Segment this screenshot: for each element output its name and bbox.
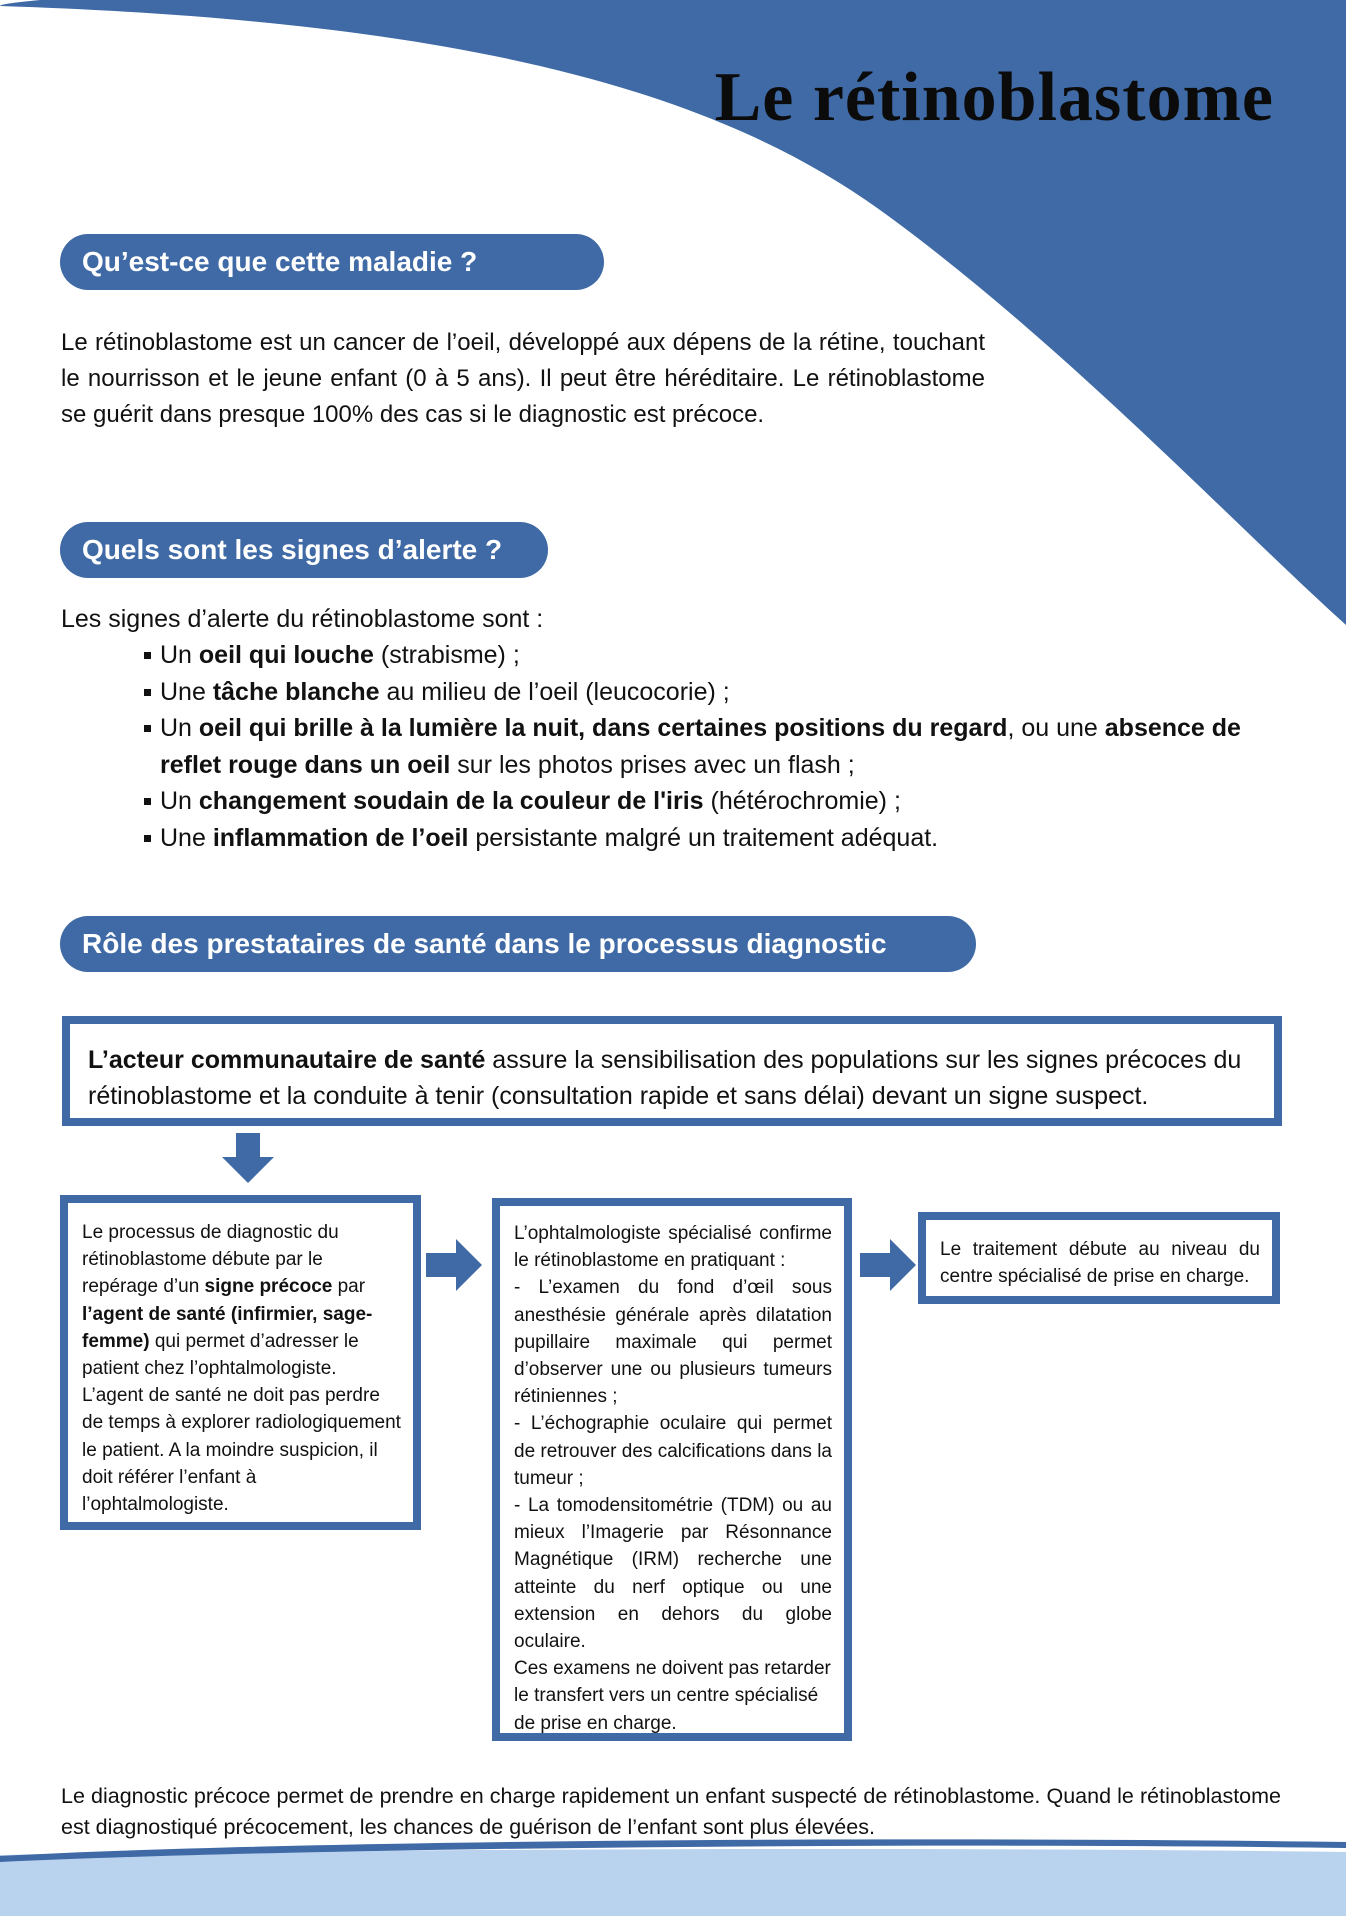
warning-signs-list — [140, 637, 1280, 856]
ophthalmologist-lead: L’ophtalmologiste spécialisé confirme le rétinoblastome en pratiquant : — [514, 1223, 832, 1272]
exam-item: - L’examen du fond d’œil sous anesthésie générale après dilatation pupillaire maximale qui permet d’observer une ou plusieurs tumeurs rétiniennes ; — [514, 1277, 832, 1408]
page-title: Le rétinoblastome — [714, 59, 1274, 136]
section-heading-warning-signs: Quels sont les signes d’alerte ? — [60, 522, 548, 578]
signs-intro: Les signes d’alerte du rétinoblastome sont : — [61, 605, 544, 633]
conclusion-paragraph: Le diagnostic précoce permet de prendre en charge rapidement un enfant suspecté de rétinoblastome. Quand le rétinoblastome est diagnostiqué précocement, les chances de guérison de l’enfant sont plus élevées. — [61, 1784, 1281, 1839]
ophthalmologist-box — [492, 1198, 852, 1741]
treatment-text: Le traitement débute au niveau du centre spécialisé de prise en charge. — [940, 1239, 1260, 1288]
diagnosis-start-box — [60, 1195, 421, 1530]
down-arrow-icon — [222, 1133, 274, 1183]
right-arrow-icon — [426, 1239, 482, 1291]
ophthalmologist-text — [514, 1220, 832, 1737]
community-actor-text: L’acteur communautaire de santé assure la sensibilisation des populations sur les signes précoces du rétinoblastome et la conduite à tenir (consultation rapide et sans délai) devant un signe suspect. — [88, 1046, 1242, 1110]
list-item: Un oeil qui brille à la lumière la nuit, dans certaines positions du regard, ou une absence de reflet rouge dans un oeil sur les photos prises avec un flash ; — [140, 710, 1280, 783]
section-heading-providers-role: Rôle des prestataires de santé dans le processus diagnostic — [60, 916, 976, 972]
exam-item: - La tomodensitométrie (TDM) ou au mieux l’Imagerie par Résonnance Magnétique (IRM) recherche une atteinte du nerf optique ou une extension en dehors du globe oculaire. — [514, 1495, 832, 1653]
bottom-light-band — [0, 1849, 1346, 1916]
intro-paragraph: Le rétinoblastome est un cancer de l’oeil, développé aux dépens de la rétine, touchant le nourrisson et le jeune enfant (0 à 5 ans). Il peut être héréditaire. Le rétinoblastome se guérit dans presque 100% des cas si le diagnostic est précoce. — [61, 329, 985, 428]
section-heading-what-is: Qu’est-ce que cette maladie ? — [60, 234, 604, 290]
community-actor-box — [62, 1016, 1282, 1126]
right-arrow-icon — [860, 1239, 916, 1291]
treatment-box — [918, 1212, 1280, 1304]
list-item: Une tâche blanche au milieu de l’oeil (leucocorie) ; — [140, 674, 1280, 711]
exam-item: - L’échographie oculaire qui permet de retrouver des calcifications dans la tumeur ; — [514, 1413, 832, 1489]
list-item: Une inflammation de l’oeil persistante malgré un traitement adéquat. — [140, 820, 1280, 857]
list-item: Un changement soudain de la couleur de l'iris (hétérochromie) ; — [140, 783, 1280, 820]
diagnosis-start-text: Le processus de diagnostic du rétinoblastome débute par le repérage d’un signe précoce par l’agent de santé (infirmier, sage-femme) qui permet d’adresser le patient chez l’ophtalmologiste. L’agent de santé ne doit pas perdre de temps à explorer radiologiquement le patient. A la moindre suspicion, il doit référer l’enfant à l’ophtalmologiste. — [82, 1222, 401, 1516]
ophthalmologist-note: Ces examens ne doivent pas retarder le transfert vers un centre spécialisé de prise en charge. — [514, 1658, 831, 1734]
list-item: Un oeil qui louche (strabisme) ; — [140, 637, 1280, 674]
